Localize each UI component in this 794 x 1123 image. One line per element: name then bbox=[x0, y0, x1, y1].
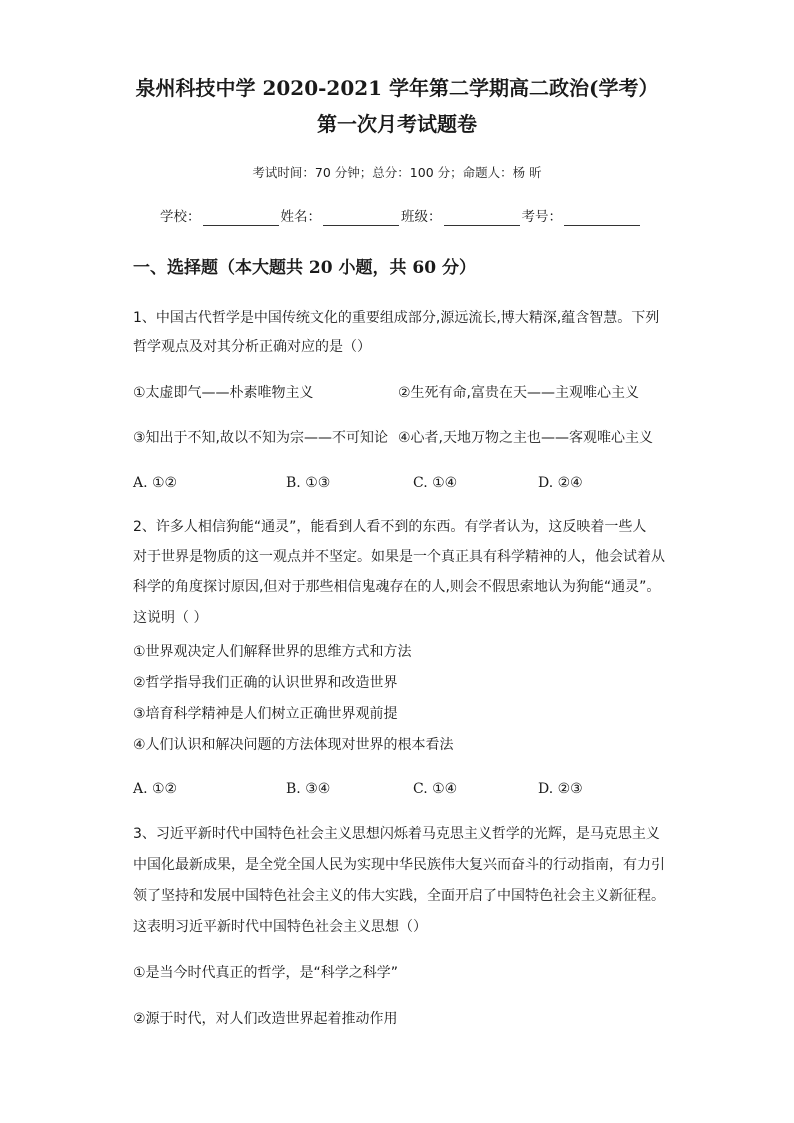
question-2-statement-4: ④人们认识和解决问题的方法体现对世界的根本看法 bbox=[133, 737, 454, 753]
question-1-statement-2: ②生死有命,富贵在天——主观唯心主义 bbox=[398, 385, 640, 401]
question-1-line-2: 哲学观点及对其分析正确对应的是（） bbox=[133, 339, 371, 355]
question-2-statement-2: ②哲学指导我们正确的认识世界和改造世界 bbox=[133, 675, 398, 691]
question-2-statement-1: ①世界观决定人们解释世界的思维方式和方法 bbox=[133, 644, 412, 660]
question-2-line-3: 科学的角度探讨原因,但对于那些相信鬼魂存在的人,则会不假思索地认为狗能“通灵”。 bbox=[133, 579, 661, 595]
question-1-choice-b[interactable]: B. ①③ bbox=[286, 475, 331, 491]
question-2-line-4: 这说明（ ） bbox=[133, 610, 208, 626]
question-1-statement-4: ④心者,天地万物之主也——客观唯心主义 bbox=[398, 430, 654, 446]
school-label: 学校： bbox=[160, 209, 201, 225]
question-2-statement-3: ③培育科学精神是人们树立正确世界观前提 bbox=[133, 706, 398, 722]
exam-no-blank[interactable] bbox=[564, 211, 640, 226]
question-3-line-2: 中国化最新成果，是全党全国人民为实现中华民族伟大复兴而奋斗的行动指南，有力引 bbox=[133, 857, 665, 873]
exam-meta: 考试时间：70 分钟；总分：100 分；命题人：杨 昕 bbox=[252, 165, 542, 180]
question-2-choice-c[interactable]: C. ①④ bbox=[413, 781, 458, 797]
question-2-choice-d[interactable]: D. ②③ bbox=[538, 781, 583, 797]
class-blank[interactable] bbox=[444, 211, 520, 226]
question-1-choice-d[interactable]: D. ②④ bbox=[538, 475, 583, 491]
question-3-line-4: 这表明习近平新时代中国特色社会主义思想（） bbox=[133, 919, 427, 935]
question-1-line-1: 1、中国古代哲学是中国传统文化的重要组成部分,源远流长,博大精深,蕴含智慧。下列 bbox=[133, 310, 660, 326]
student-info-fields bbox=[160, 208, 642, 226]
question-1-choice-a[interactable]: A. ①② bbox=[133, 475, 178, 491]
question-3-line-1: 3、习近平新时代中国特色社会主义思想闪烁着马克思主义哲学的光辉，是马克思主义 bbox=[133, 826, 660, 842]
question-2-choice-a[interactable]: A. ①② bbox=[133, 781, 178, 797]
question-2-choice-b[interactable]: B. ③④ bbox=[286, 781, 331, 797]
exam-no-label: 考号： bbox=[521, 209, 562, 225]
question-3-line-3: 领了坚持和发展中国特色社会主义的伟大实践，全面开启了中国特色社会主义新征程。 bbox=[133, 888, 665, 904]
school-blank[interactable] bbox=[203, 211, 279, 226]
name-label: 姓名： bbox=[280, 209, 321, 225]
class-label: 班级： bbox=[401, 209, 442, 225]
question-2-line-1: 2、许多人相信狗能“通灵”，能看到人看不到的东西。有学者认为，这反映着一些人 bbox=[133, 519, 647, 535]
question-1-statement-1: ①太虚即气——朴素唯物主义 bbox=[133, 385, 314, 401]
question-3-statement-2: ②源于时代，对人们改造世界起着推动作用 bbox=[133, 1011, 398, 1027]
exam-title-line1: 泉州科技中学 2020-2021 学年第二学期高二政治(学考） bbox=[135, 76, 659, 100]
question-2-line-2: 对于世界是物质的这一观点并不坚定。如果是一个真正具有科学精神的人，他会试着从 bbox=[133, 549, 665, 565]
question-3-statement-1: ①是当今时代真正的哲学，是“科学之科学” bbox=[133, 965, 399, 981]
question-1-choice-c[interactable]: C. ①④ bbox=[413, 475, 458, 491]
question-1-statement-3: ③知出于不知,故以不知为宗——不可知论 bbox=[133, 430, 389, 446]
exam-title-line2: 第一次月考试题卷 bbox=[317, 112, 477, 136]
section-heading: 一、选择题（本大题共 20 小题，共 60 分） bbox=[133, 258, 476, 278]
name-blank[interactable] bbox=[323, 211, 399, 226]
